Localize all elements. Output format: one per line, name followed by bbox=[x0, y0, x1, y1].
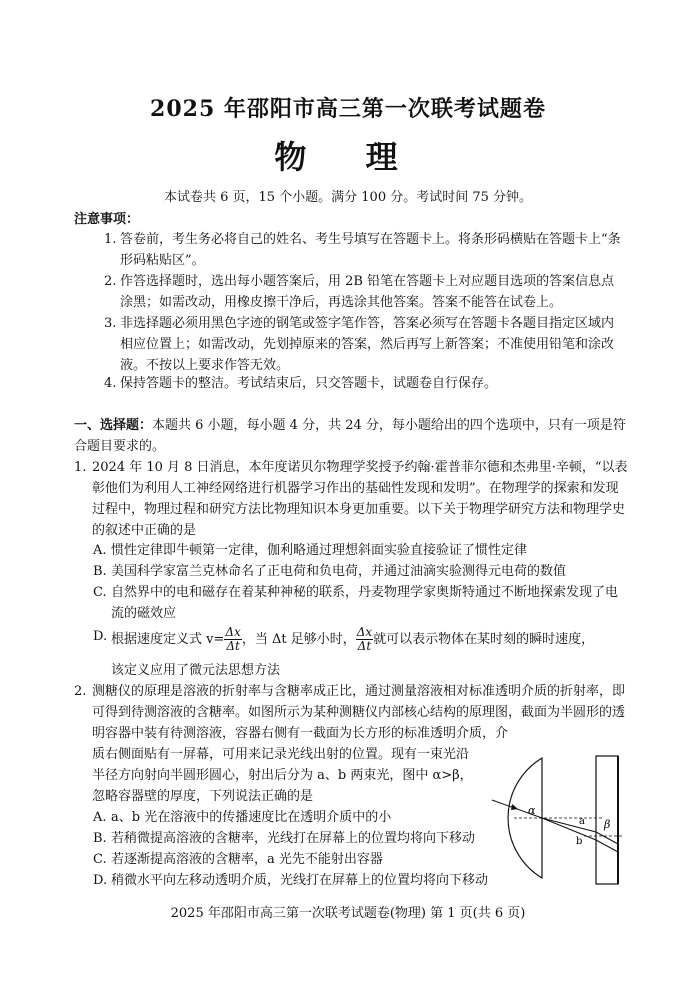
velocity-fraction: $\frac{\Delta x}{\Delta t}$ bbox=[225, 625, 241, 653]
notice-item bbox=[104, 271, 624, 313]
notice-item-number: 4. bbox=[104, 376, 117, 391]
q1-option-c: C. 自然界中的电和磁存在着某种神秘的联系，丹麦物理学家奥斯特通过不断地探索发现了电流的磁效应 bbox=[93, 582, 629, 624]
q2-option-a: A. a、b 光在溶液中的传播速度比在透明介质中的小 bbox=[93, 807, 493, 828]
notice-item-text: 答卷前，考生务必将自己的姓名、考生号填写在答题卡上。将条形码横贴在答题卡上“条形码粘贴区”。 bbox=[120, 232, 621, 268]
ray-b-label: b bbox=[576, 836, 583, 847]
option-text: a、b 光在溶液中的传播速度比在透明介质中的小 bbox=[111, 810, 392, 825]
section-text: 本题共 6 小题，每小题 4 分，共 24 分，每小题给出的四个选项中，只有一项是符合题目要求的。 bbox=[74, 418, 626, 454]
option-text: 根据速度定义式 v= bbox=[111, 632, 225, 647]
section-label: 一、选择题： bbox=[74, 418, 153, 433]
question-number: 1. bbox=[74, 460, 87, 475]
option-text: 若稍微提高溶液的含糖率，光线打在屏幕上的位置均将向下移动 bbox=[111, 831, 476, 846]
exam-intro: 本试卷共 6 页，15 个小题。满分 100 分。考试时间 75 分钟。 bbox=[163, 190, 533, 205]
velocity-fraction: $\frac{\Delta x}{\Delta t}$ bbox=[356, 625, 373, 653]
question-text: 测糖仪的原理是溶液的折射率与含糖率成正比，通过测量溶液相对标准透明介质的折射率，即可得到待测溶液的含糖率。如图所示为某种测糖仪内部核心结构的原理图，截面为半圆形的透明容器中装有待测溶液，容器右侧有一截面为长方形的标准透明介质，介 bbox=[92, 684, 626, 741]
notice-item-number: 3. bbox=[104, 316, 117, 331]
exam-title: 2025 年邵阳市高三第一次联考试题卷 bbox=[150, 96, 546, 122]
q1-option-b: B. 美国科学家富兰克林命名了正电荷和负电荷，并通过油滴实验测得元电荷的数值 bbox=[93, 561, 629, 582]
question-text: 质右侧面贴有一屏幕，可用来记录光线出射的位置。现有一束光沿半径方向射向半圆形圆心，射出后分为 a、b 两束光，图中 α>β，忽略容器壁的厚度，下列说法正确的是 bbox=[92, 747, 473, 804]
q2-option-b: B. 若稍微提高溶液的含糖率，光线打在屏幕上的位置均将向下移动 bbox=[93, 828, 493, 849]
q2-option-c: C. 若逐渐提高溶液的含糖率，a 光先不能射出容器 bbox=[93, 849, 493, 870]
notice-item-number: 1. bbox=[104, 232, 117, 247]
notice-heading: 注意事项： bbox=[74, 212, 140, 227]
arrow-icon bbox=[511, 804, 518, 810]
question-1-stem bbox=[74, 457, 629, 541]
subject-title: 物 理 bbox=[274, 138, 422, 176]
option-text: 若逐渐提高溶液的含糖率，a 光先不能射出容器 bbox=[111, 852, 383, 867]
notice-item bbox=[104, 229, 624, 271]
section-heading bbox=[74, 415, 634, 457]
q1-option-d-cont: 该定义应用了微元法思想方法 bbox=[111, 663, 281, 678]
question-number: 2. bbox=[74, 684, 87, 699]
ray-b bbox=[542, 818, 596, 840]
notice-item-text: 作答选择题时，选出每小题答案后，用 2B 铅笔在答题卡上对应题目选项的答案信息点涂黑；如需改动，用橡皮擦干净后，再选涂其他答案。答案不能答在试卷上。 bbox=[120, 274, 615, 310]
beta-label: β bbox=[604, 818, 611, 831]
q1-option-a: A. 惯性定律即牛顿第一定律，伽利略通过理想斜面实验直接验证了惯性定律 bbox=[93, 540, 629, 561]
question-2-stem-cont bbox=[74, 744, 479, 807]
question-2-stem bbox=[74, 681, 629, 744]
notice-item-text: 非选择题必须用黑色字迹的钢笔或签字笔作答，答案必须写在答题卡各题目指定区域内相应位置上；如需改动，先划掉原来的答案，然后再写上新答案；不准使用铅笔和涂改液。不按以上要求作答无效。 bbox=[120, 316, 615, 373]
option-text: 稍微水平向左移动透明介质，光线打在屏幕上的位置均将向下移动 bbox=[111, 873, 489, 888]
option-text: 美国科学家富兰克林命名了正电荷和负电荷，并通过油滴实验测得元电荷的数值 bbox=[111, 564, 567, 579]
ray-a-label: a bbox=[579, 816, 585, 827]
page-footer: 2025 年邵阳市高三第一次联考试题卷(物理) 第 1 页(共 6 页) bbox=[170, 906, 526, 921]
question-text: 2024 年 10 月 8 日消息，本年度诺贝尔物理学奖授予约翰·霍普菲尔德和杰弗里·辛顿，“以表彰他们为利用人工神经网络进行机器学习作出的基础性发现和发明”。在物理学的探索和发现过程中，物理过程和研究方法比物理知识本身更加重要。以下关于物理学研究方法和物理学史的叙述中正确的是 bbox=[92, 460, 628, 538]
q2-option-d: D. 稍微水平向左移动透明介质，光线打在屏幕上的位置均将向下移动 bbox=[93, 870, 533, 891]
refractometer-diagram bbox=[484, 748, 634, 888]
q1-option-d: D. 根据速度定义式 v= $\frac{\Delta x}{\Delta t}$ ，当 Δt 足够小时， $\frac{\Delta x}{\Delta t}$ 就可以表示物体在某时刻的瞬时速度， bbox=[93, 625, 595, 653]
option-text: 惯性定律即牛顿第一定律，伽利略通过理想斜面实验直接验证了惯性定律 bbox=[111, 543, 528, 558]
option-text: 自然界中的电和磁存在着某种神秘的联系，丹麦物理学家奥斯特通过不断地探索发现了电流的磁效应 bbox=[111, 585, 619, 621]
alpha-label: α bbox=[528, 804, 536, 817]
notice-item bbox=[104, 313, 624, 376]
notice-item-text: 保持答题卡的整洁。考试结束后，只交答题卡，试题卷自行保存。 bbox=[120, 376, 498, 391]
ray-a bbox=[542, 818, 596, 832]
notice-item-number: 2. bbox=[104, 274, 117, 289]
notice-item bbox=[104, 373, 624, 394]
